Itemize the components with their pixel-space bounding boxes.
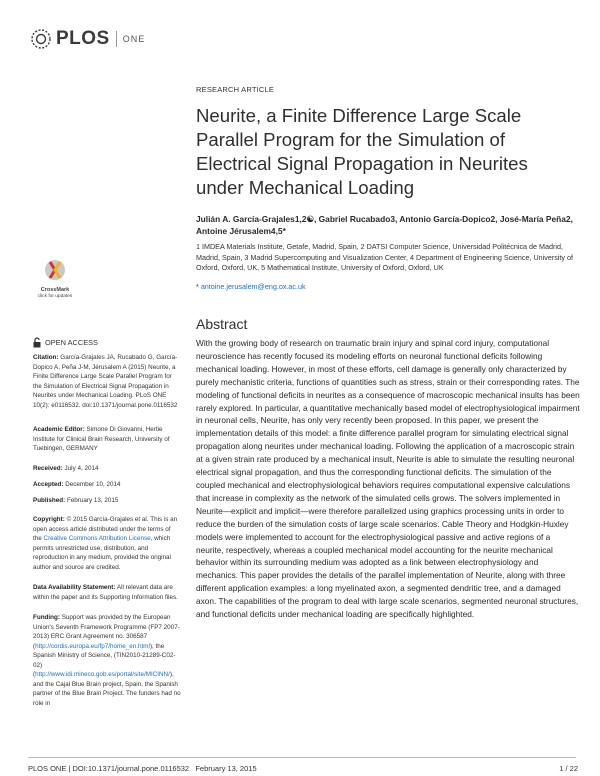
- accepted-label: Accepted:: [33, 481, 64, 488]
- copyright-text-b: , which permits unrestricted use, distribution, and reproduction in any medium, provided the original author and source are credited.: [33, 535, 171, 571]
- published-label: Published:: [33, 497, 66, 504]
- copyright-block: [33, 515, 181, 572]
- page-number: 1 / 22: [559, 764, 578, 773]
- funding-text-b: ), the Spanish Ministry of Science, (TIN2010-21289-C02-02) (: [33, 642, 176, 678]
- abstract-heading: Abstract: [196, 316, 248, 332]
- data-availability-label: Data Availability Statement:: [33, 584, 116, 591]
- crossmark-sub: click for updates: [37, 294, 73, 299]
- logo-divider: [116, 31, 117, 47]
- editor-block: [33, 425, 181, 454]
- journal-name: ONE: [122, 34, 146, 44]
- editor-text: Simone Di Giovanni, Hertie Institute for Clinical Brain Research, University of Tuebingen, GERMANY: [33, 426, 170, 452]
- corresponding-email: [196, 282, 306, 291]
- plos-logo-icon: [30, 28, 52, 50]
- funding-link-cordis[interactable]: http://cordis.europa.eu/fp7/home_en.html: [35, 642, 150, 650]
- affiliations: 1 IMDEA Materials Institute, Getafe, Madrid, Spain, 2 DATSI Computer Science, Universidad Politécnica de Madrid, Madrid, Spain, 3 Madrid Supercomputing and Visualization Center, 4 Department of Engineering Science, University of Oxford, Oxford, UK, 5 Mathematical Institute, University of Oxford, Oxford, UK: [196, 242, 574, 272]
- copyright-label: Copyright:: [33, 516, 65, 523]
- accepted-block: [33, 480, 181, 490]
- received-date: July 4, 2014: [64, 465, 99, 472]
- citation-block: [33, 353, 181, 410]
- article-type: RESEARCH ARTICLE: [196, 85, 275, 94]
- funding-label: Funding:: [33, 614, 60, 621]
- footer-citation: PLOS ONE | DOI:10.1371/journal.pone.0116532 February 13, 2015: [28, 764, 257, 773]
- editor-label: Academic Editor:: [33, 426, 85, 433]
- author-list: [196, 213, 576, 237]
- email-marker: *: [196, 282, 199, 291]
- received-label: Received:: [33, 465, 63, 472]
- crossmark-label: CrossMark: [40, 287, 70, 293]
- citation-label: Citation:: [33, 354, 59, 361]
- received-block: [33, 464, 181, 474]
- email-link[interactable]: antoine.jerusalem@eng.ox.ac.uk: [200, 282, 306, 291]
- funding-text-a: Support was provided by the European Union's Seventh Framework Programme (FP7 2007-2013) ERC Grant Agreement no. 306587 (: [33, 614, 180, 650]
- accepted-date: December 10, 2014: [65, 481, 121, 488]
- license-link[interactable]: Creative Commons Attribution License: [43, 535, 151, 542]
- article-title: Neurite, a Finite Difference Large Scale Parallel Program for the Simulation of Electrical Signal Propagation in Neurites under Mechanical Loading: [196, 105, 528, 198]
- open-lock-icon: [33, 337, 41, 348]
- logo-text: PLOS: [56, 28, 110, 49]
- funding-link-mineco[interactable]: http://www.idi.mineco.gob.es/portal/site/MICINN/: [35, 671, 170, 678]
- funding-block: [33, 613, 181, 708]
- journal-logo[interactable]: [30, 26, 145, 52]
- copyright-text-a: © 2015 García-Grajales et al. This is an open access article distributed under the terms of the: [33, 516, 178, 542]
- data-availability-text: All relevant data are within the paper and its Supporting Information files.: [33, 584, 178, 601]
- crossmark-badge[interactable]: [33, 259, 77, 299]
- funding-text-c: ), and the Cajal Blue Brain project, Spain, the Spanish partner of the Blue Brain Project. The funders had no role in: [33, 671, 181, 707]
- open-access-badge: [33, 337, 98, 348]
- data-availability-block: [33, 583, 181, 602]
- abstract-body: With the growing body of research on traumatic brain injury and spinal cord injury, computational neuroscience has recently focused its modeling efforts on neuronal functional deficits following mechanical loading. However, in most of these efforts, cell damage is generally only characterized by purely mechanistic criteria, functions of quantities such as stress, strain or their corresponding rates. The modeling of functional deficits in neurites as a consequence of macroscopic mechanical insults has been rarely explored. In particular, a quantitative mechanically based model of electrophysiological impairment in neuronal cells, Neurite, has only very recently been proposed. In this paper, we present the implementation details of this model: a finite difference parallel program for simulating electrical signal propagation along neurites under mechanical loading. Following the application of a macroscopic strain at a given strain rate produced by a mechanical insult, Neurite is able to simulate the resulting neuronal electrical signal propagation, and thus the corresponding functional deficits. The simulation of the coupled mechanical and electrophysiological behaviors requires computational expensive calculations that increase in complexity as the network of the simulated cells grows. The solvers implemented in Neurite—explicit and implicit—were therefore parallelized using graphics processing units in order to reduce the burden of the simulation costs of large scale scenarios. Cable Theory and Hodgkin-Huxley models were implemented to account for the electrophysiological passive and active regions of a neurite, respectively, whereas a coupled mechanical model accounting for the neurite mechanical behavior within its surrounding medium was adopted as a link between electrophysiology and mechanics. This paper provides the details of the parallel implementation of Neurite, along with three different application examples: a long myelinated axon, a segmented dendritic tree, and a damaged axon. The capabilities of the program to deal with large scale scenarios, segmented neuronal structures, and functional deficits under mechanical loading are specifically highlighted.: [196, 338, 580, 620]
- citation-text: García-Grajales JA, Rucabado G, García-Dopico A, Peña J-M, Jérusalem A (2015) Neurite, a Finite Difference Large Scale Parallel Program for the Simulation of Electrical Signal Propagation in Neurites under Mechanical Loading. PLoS ONE 10(2): e0116532. doi:10.1371/journal.pone.0116532: [33, 354, 178, 409]
- authors-text: Julián A. García-Grajales1,2☯, Gabriel Rucabado3, Antonio García-Dopico2, José-María Peña2, Antoine Jérusalem4,5*: [196, 214, 573, 236]
- crossmark-icon: [42, 259, 68, 281]
- footer-divider: [28, 757, 576, 758]
- published-date: February 13, 2015: [66, 497, 119, 504]
- published-block: [33, 496, 181, 506]
- open-access-label: OPEN ACCESS: [45, 338, 98, 347]
